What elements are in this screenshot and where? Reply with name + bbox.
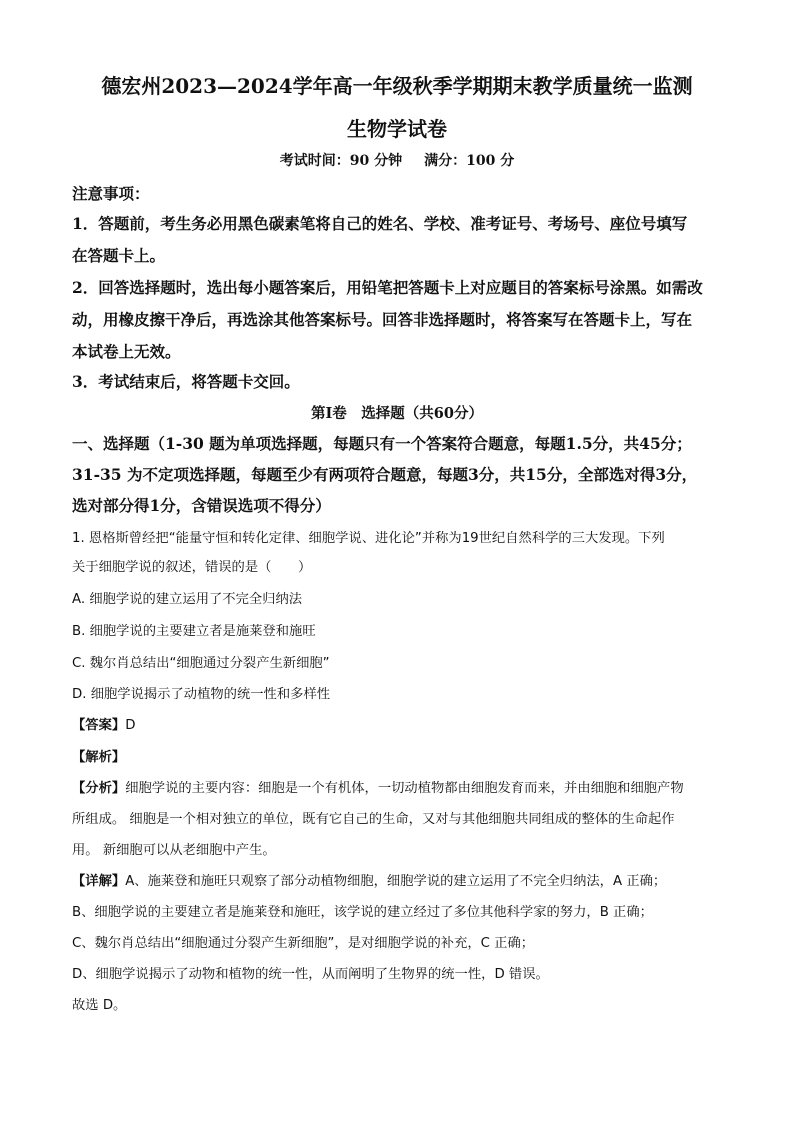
fenxi-line-2: 所组成。 细胞是一个相对独立的单位，既有它自己的生命，又对与其他细胞共同组成的整体的生命起作: [72, 812, 675, 827]
answer-line: [72, 714, 732, 733]
question-1-option-b: B. 细胞学说的主要建立者是施莱登和施旺: [72, 624, 316, 639]
answer-label: 【答案】: [72, 718, 126, 733]
question-1-option-c: C. 魏尔肖总结出“细胞通过分裂产生新细胞”: [72, 656, 330, 671]
answer-value: D: [125, 718, 136, 733]
notice-heading: 注意事项：: [72, 184, 150, 203]
exam-time: 考试时间：90 分钟: [279, 153, 403, 169]
exam-meta: [0, 150, 794, 170]
question-1-stem-line-2: 关于细胞学说的叙述，错误的是（ ）: [72, 560, 312, 575]
fenxi-text-1: 细胞学说的主要内容：细胞是一个有机体，一切动植物都由细胞发育而来，并由细胞和细胞产物: [125, 781, 684, 796]
fenxi-line-1: [72, 777, 732, 796]
fenxi-label: 【分析】: [72, 781, 126, 796]
detail-line-2: B、细胞学说的主要建立者是施莱登和施旺，该学说的建立经过了多位其他科学家的努力，B 正确；: [72, 905, 653, 920]
question-1-stem-line-1: 1. 恩格斯曾经把“能量守恒和转化定律、细胞学说、进化论”并称为19世纪自然科学的三大发现。下列: [72, 531, 665, 546]
question-1-option-a: A. 细胞学说的建立运用了不完全归纳法: [72, 592, 303, 607]
notice-item-1-line-1: 1．答题前，考生务必用黑色碳素笔将自己的姓名、学校、准考证号、考场号、座位号填写: [72, 214, 688, 233]
part-title: 第Ⅰ卷 选择题（共60分）: [311, 405, 483, 422]
notice-item-2-line-2: 动，用橡皮擦干净后，再选涂其他答案标号。回答非选择题时，将答案写在答题卡上，写在: [72, 310, 693, 329]
notice-item-3: 3．考试结束后，将答题卡交回。: [72, 372, 300, 391]
detail-line-1: [72, 870, 732, 889]
question-1-option-d: D. 细胞学说揭示了动植物的统一性和多样性: [72, 687, 331, 702]
analysis-label: 【解析】: [72, 750, 126, 765]
section-instruction-line-2: 31-35 为不定项选择题，每题至少有两项符合题意，每题3分，共15分，全部选对得3分，: [72, 465, 698, 484]
notice-item-1-line-2: 在答题卡上。: [72, 246, 166, 265]
exam-title: 德宏州2023—2024学年高一年级秋季学期期末教学质量统一监测: [101, 74, 693, 98]
analysis-line: [72, 746, 732, 765]
section-instruction-line-3: 选对部分得1分，含错误选项不得分）: [72, 496, 331, 515]
fenxi-line-3: 用。 新细胞可以从老细胞中产生。: [72, 843, 276, 858]
detail-line-4: D、细胞学说揭示了动物和植物的统一性，从而阐明了生物界的统一性，D 错误。: [72, 967, 549, 982]
exam-subject: 生物学试卷: [347, 117, 447, 141]
notice-item-2-line-1: 2．回答选择题时，选出每小题答案后，用铅笔把答题卡上对应题目的答案标号涂黑。如需改: [72, 278, 703, 297]
detail-line-3: C、魏尔肖总结出“细胞通过分裂产生新细胞”，是对细胞学说的补充，C 正确；: [72, 936, 535, 951]
detail-label: 【详解】: [72, 874, 126, 889]
notice-item-2-line-3: 本试卷上无效。: [72, 342, 181, 361]
detail-text-1: A、施莱登和施旺只观察了部分动植物细胞，细胞学说的建立运用了不完全归纳法，A 正确；: [125, 874, 667, 889]
section-instruction-line-1: 一、选择题（1-30 题为单项选择题，每题只有一个答案符合题意，每题1.5分，共45分；: [72, 434, 692, 453]
full-score: 满分：100 分: [424, 153, 515, 169]
conclusion: 故选 D。: [72, 998, 127, 1013]
